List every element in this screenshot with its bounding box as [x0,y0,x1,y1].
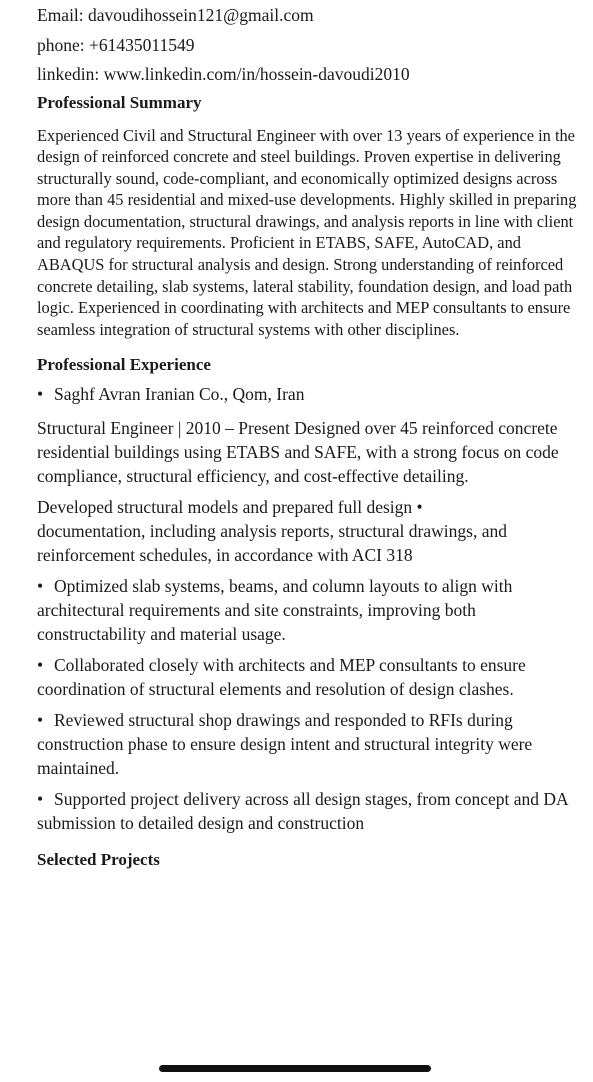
bullet-icon: • [37,384,44,405]
experience-bullet [37,653,577,701]
experience-bullet-text: Supported project delivery across all design stages, from concept and DA submission to detailed design and construction [37,789,568,834]
experience-heading: Professional Experience [37,355,211,375]
experience-item: Developed structural models and prepared full design • [37,497,423,518]
experience-bullet-text: Collaborated closely with architects and MEP consultants to ensure coordination of structural elements and resolution of design clashes. [37,655,526,700]
home-indicator[interactable] [159,1065,431,1072]
experience-item: documentation, including analysis reports, structural drawings, and reinforcement schedules, in accordance with ACI 318 [37,521,507,566]
experience-bullet-text: Optimized slab systems, beams, and column layouts to align with architectural requirements and site constraints, improving both constructability and material usage. [37,576,513,645]
summary-heading: Professional Summary [37,92,202,112]
role-paragraph: Structural Engineer | 2010 – Present Designed over 45 reinforced concrete residential buildings using ETABS and SAFE, with a strong focus on code compliance, structural efficiency, and cost-effective detailing. [37,418,559,487]
employer-line [37,382,577,406]
contact-email[interactable]: Email: davoudihossein121@gmail.com [37,5,314,25]
contact-linkedin[interactable]: linkedin: www.linkedin.com/in/hossein-davoudi2010 [37,64,410,84]
bullet-icon: • [37,789,44,810]
summary-text: Experienced Civil and Structural Engineer with over 13 years of experience in the design of reinforced concrete and steel buildings. Proven expertise in delivering structurally sound, code-compliant, and economically optimized designs across more than 45 residential and mixed-use developments. Highly skilled in preparing design documentation, structural drawings, and analysis reports in line with client and regulatory requirements. Proficient in ETABS, SAFE, AutoCAD, and ABAQUS for structural analysis and design. Strong understanding of reinforced concrete detailing, slab systems, lateral stability, foundation design, and load path logic. Experienced in coordinating with architects and MEP consultants to ensure seamless integration of structural systems with other disciplines. [37,125,577,339]
resume-page [37,0,577,871]
contact-phone[interactable]: phone: +61435011549 [37,34,195,55]
experience-bullet [37,708,577,780]
employer-name: Saghf Avran Iranian Co., Qom, Iran [54,384,305,405]
bullet-icon: • [37,710,44,731]
experience-bullet [37,787,577,835]
projects-heading: Selected Projects [37,850,160,870]
bullet-icon: • [37,576,44,597]
experience-bullet [37,574,577,646]
bullet-icon: • [37,655,44,676]
experience-bullet-text: Reviewed structural shop drawings and responded to RFIs during construction phase to ensure design intent and structural integrity were maintained. [37,710,533,779]
